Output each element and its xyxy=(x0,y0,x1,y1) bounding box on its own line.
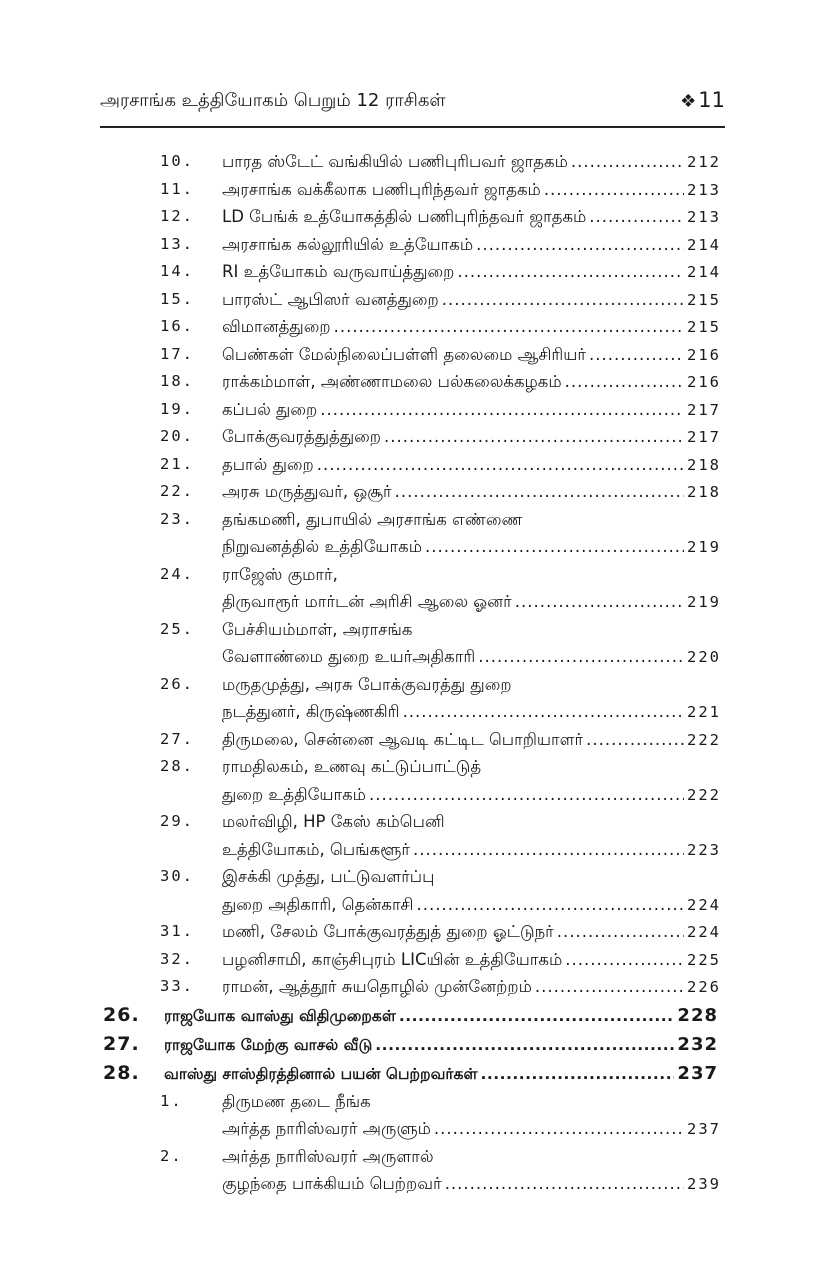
entry-page-number: 222 xyxy=(687,785,721,804)
toc-entry-row xyxy=(0,423,825,451)
entry-page-number: 218 xyxy=(687,455,721,474)
entry-page-number: 221 xyxy=(687,703,721,721)
entry-number: 15. xyxy=(160,289,194,308)
entry-title: பெண்கள் மேல்நிலைப்பள்ளி தலைமை ஆசிரியர் xyxy=(222,344,587,364)
toc-entry-row xyxy=(0,781,825,809)
page-header xyxy=(100,88,725,118)
toc-chapter-row xyxy=(0,1001,825,1030)
dot-leader xyxy=(476,231,684,259)
toc-entry-row xyxy=(0,836,825,864)
entry-number: 13. xyxy=(160,234,194,253)
toc-entry-row xyxy=(0,588,825,616)
page-number: 11 xyxy=(698,88,725,112)
toc-line xyxy=(222,203,721,232)
entry-title: கப்பல் துறை xyxy=(222,399,318,419)
entry-page-number: 216 xyxy=(687,373,721,391)
toc-entry-row xyxy=(0,616,825,644)
entry-number: 12. xyxy=(160,207,194,225)
entry-title: பழனிசாமி, காஞ்சிபுரம் LICயின் உத்தியோகம் xyxy=(222,949,563,969)
toc-line xyxy=(222,561,721,589)
ornament-icon: ❖ xyxy=(680,91,697,112)
toc-entry-row xyxy=(0,671,825,699)
entry-number: 21. xyxy=(160,454,194,473)
entry-page-number: 213 xyxy=(687,180,721,199)
toc-entry-row xyxy=(0,1115,825,1143)
toc-line xyxy=(222,533,721,562)
dot-leader xyxy=(557,918,684,946)
toc-entry-row xyxy=(0,231,825,259)
dot-leader xyxy=(384,423,684,451)
entry-number: 33. xyxy=(160,977,194,995)
entry-page-number: 214 xyxy=(687,235,721,254)
toc-entry-row xyxy=(0,946,825,974)
dot-leader xyxy=(589,203,684,231)
toc-line xyxy=(222,753,721,781)
running-title: அரசாங்க உத்தியோகம் பெறும் 12 ராசிகள் xyxy=(100,90,446,111)
entry-page-number: 226 xyxy=(687,978,721,996)
entry-title: மணி, சேலம் போக்குவரத்துத் துறை ஓட்டுநர் xyxy=(222,922,554,941)
entry-page-number: 223 xyxy=(687,840,721,859)
entry-number: 18. xyxy=(160,372,194,390)
toc-entry-row xyxy=(0,451,825,479)
dot-leader xyxy=(445,1170,684,1198)
entry-title: அர்த்த நாரிஸ்வரர் அருளால் xyxy=(222,1146,434,1166)
entry-number: 29. xyxy=(160,812,194,830)
entry-number: 24. xyxy=(160,564,194,583)
toc-entry-row xyxy=(0,753,825,781)
toc-line xyxy=(222,341,721,370)
entry-page-number: 217 xyxy=(687,400,721,419)
dot-leader xyxy=(369,781,684,809)
toc-line xyxy=(222,368,721,397)
entry-page-number: 219 xyxy=(687,538,721,556)
entry-number: 2. xyxy=(160,1146,183,1165)
entry-number: 22. xyxy=(160,482,194,500)
toc-line xyxy=(222,176,721,205)
entry-page-number: 212 xyxy=(687,153,721,171)
toc-entry-row xyxy=(0,726,825,754)
toc-line xyxy=(222,313,721,342)
toc-chapter-row xyxy=(0,1059,825,1088)
entry-title: தபால் துறை xyxy=(222,454,314,474)
entry-title: LD பேங்க் உத்யோகத்தில் பணிபுரிந்தவர் ஜாதகம் xyxy=(222,207,587,226)
toc-line xyxy=(222,863,721,891)
entry-title: திருமண தடை நீங்க xyxy=(222,1091,371,1111)
entry-title: பாரஸ்ட் ஆபிஸர் வனத்துறை xyxy=(222,289,439,309)
entry-title: ராமன், ஆத்தூர் சுயதொழில் முன்னேற்றம் xyxy=(222,977,532,996)
entry-page-number: 237 xyxy=(687,1120,721,1138)
toc-line xyxy=(222,506,721,534)
dot-leader xyxy=(399,1002,675,1031)
entry-title: அரசாங்க வக்கீலாக பணிபுரிந்தவர் ஜாதகம் xyxy=(222,179,541,199)
entry-page-number: 216 xyxy=(687,345,721,364)
toc-line xyxy=(222,1143,721,1171)
entry-page-number: 239 xyxy=(687,1175,721,1193)
dot-leader xyxy=(403,698,684,726)
toc-entry-row xyxy=(0,1170,825,1198)
entry-title: ராஜேஸ் குமார், xyxy=(222,564,338,584)
entry-page-number: 218 xyxy=(687,483,721,501)
toc-line xyxy=(222,726,721,755)
toc-line xyxy=(222,396,721,425)
dot-leader xyxy=(480,1060,674,1089)
toc-line xyxy=(164,1001,718,1031)
dot-leader xyxy=(413,836,684,864)
toc-entry-row xyxy=(0,368,825,396)
toc-entry-row xyxy=(0,973,825,1001)
entry-page-number: 224 xyxy=(687,895,721,914)
toc-entry-row xyxy=(0,698,825,726)
toc-line xyxy=(222,781,721,810)
dot-leader xyxy=(434,1115,684,1143)
page-number-block xyxy=(680,88,725,112)
toc-line xyxy=(222,588,721,617)
dot-leader xyxy=(478,643,684,671)
dot-leader xyxy=(425,533,684,561)
entry-title: RI உத்யோகம் வருவாய்த்துறை xyxy=(222,262,455,281)
entry-title: மருதமுத்து, அரசு போக்குவரத்து துறை xyxy=(222,674,512,694)
toc-line xyxy=(222,258,721,287)
toc-entry-row xyxy=(0,286,825,314)
toc-line xyxy=(164,1030,718,1060)
chapter-title: ராஜயோக வாஸ்து விதிமுறைகள் xyxy=(164,1006,396,1025)
entry-title: திருவாரூர் மார்டன் அரிசி ஆலை ஓனர் xyxy=(222,592,512,611)
toc-entry-row xyxy=(0,1088,825,1116)
entry-page-number: 237 xyxy=(677,1062,718,1084)
entry-title: தங்கமணி, துபாயில் அரசாங்க எண்ணை xyxy=(222,509,523,529)
toc-line xyxy=(222,643,721,672)
toc-entry-row xyxy=(0,863,825,891)
entry-number: 14. xyxy=(160,262,194,280)
toc-line xyxy=(222,918,721,947)
entry-title: அரசாங்க கல்லூரியில் உத்யோகம் xyxy=(222,234,474,254)
entry-title: உத்தியோகம், பெங்களூர் xyxy=(222,839,411,859)
entry-number: 23. xyxy=(160,509,194,528)
dot-leader xyxy=(442,286,684,314)
entry-page-number: 219 xyxy=(687,593,721,611)
toc-entry-row xyxy=(0,396,825,424)
toc-line xyxy=(222,671,721,699)
entry-number: 11. xyxy=(160,179,194,198)
entry-title: நடத்துனர், கிருஷ்ணகிரி xyxy=(222,702,400,721)
toc-line xyxy=(222,286,721,315)
entry-number: 30. xyxy=(160,867,194,885)
entry-number: 20. xyxy=(160,427,194,445)
entry-title: பேச்சியம்மாள், அராசங்க xyxy=(222,619,413,639)
entry-number: 27. xyxy=(160,729,194,748)
dot-leader xyxy=(565,946,684,974)
toc-line xyxy=(222,616,721,644)
toc-entry-row xyxy=(0,148,825,176)
entry-page-number: 215 xyxy=(687,290,721,309)
entry-title: அர்த்த நாரிஸ்வரர் அருளும் xyxy=(222,1119,431,1138)
chapter-number: 28. xyxy=(103,1061,140,1084)
entry-title: ராமதிலகம், உணவு கட்டுப்பாட்டுத் xyxy=(222,757,482,776)
entry-title: இசக்கி முத்து, பட்டுவளர்ப்பு xyxy=(222,867,435,886)
toc-line xyxy=(222,1170,721,1199)
entry-page-number: 214 xyxy=(687,263,721,281)
entry-page-number: 225 xyxy=(687,950,721,969)
entry-title: போக்குவரத்துத்துறை xyxy=(222,427,382,446)
toc-entry-row xyxy=(0,203,825,231)
dot-leader xyxy=(457,258,684,286)
table-of-contents xyxy=(0,148,825,1198)
dot-leader xyxy=(544,176,684,204)
entry-number: 19. xyxy=(160,399,194,418)
dot-leader xyxy=(416,891,684,919)
toc-line xyxy=(222,891,721,920)
toc-entry-row xyxy=(0,1143,825,1171)
entry-number: 25. xyxy=(160,619,194,638)
header-rule xyxy=(100,126,725,128)
toc-entry-row xyxy=(0,561,825,589)
entry-number: 1. xyxy=(160,1091,183,1110)
toc-entry-row xyxy=(0,808,825,836)
toc-entry-row xyxy=(0,341,825,369)
entry-number: 26. xyxy=(160,674,194,693)
entry-title: நிறுவனத்தில் உத்தியோகம் xyxy=(222,537,423,556)
toc-line xyxy=(222,1115,721,1144)
entry-number: 16. xyxy=(160,317,194,335)
entry-title: பாரத ஸ்டேட் வங்கியில் பணிபுரிபவர் ஜாதகம் xyxy=(222,152,568,171)
toc-line xyxy=(164,1059,718,1089)
entry-title: வேளாண்மை துறை உயர்அதிகாரி xyxy=(222,647,476,666)
entry-page-number: 222 xyxy=(687,730,721,749)
toc-entry-row xyxy=(0,258,825,286)
toc-entry-row xyxy=(0,506,825,534)
entry-number: 31. xyxy=(160,922,194,940)
toc-entry-row xyxy=(0,643,825,671)
toc-line xyxy=(222,1088,721,1116)
entry-number: 10. xyxy=(160,152,194,170)
chapter-title: ராஜயோக மேற்கு வாசல் வீடு xyxy=(164,1035,373,1054)
entry-title: துறை அதிகாரி, தென்காசி xyxy=(222,894,414,914)
toc-entry-row xyxy=(0,313,825,341)
dot-leader xyxy=(571,148,684,176)
dot-leader xyxy=(565,368,684,396)
toc-entry-row xyxy=(0,176,825,204)
entry-page-number: 224 xyxy=(687,923,721,941)
chapter-number: 27. xyxy=(103,1032,140,1055)
chapter-title: வாஸ்து சாஸ்திரத்தினால் பயன் பெற்றவர்கள் xyxy=(164,1064,478,1083)
dot-leader xyxy=(334,313,684,341)
entry-title: அரசு மருத்துவர், ஒசூர் xyxy=(222,482,392,501)
toc-line xyxy=(222,148,721,177)
entry-page-number: 232 xyxy=(677,1033,718,1055)
entry-title: குழந்தை பாக்கியம் பெற்றவர் xyxy=(222,1174,442,1193)
toc-entry-row xyxy=(0,918,825,946)
entry-page-number: 217 xyxy=(687,428,721,446)
dot-leader xyxy=(375,1031,674,1060)
toc-line xyxy=(222,698,721,727)
entry-number: 17. xyxy=(160,344,194,363)
entry-page-number: 213 xyxy=(687,208,721,226)
chapter-number: 26. xyxy=(103,1003,140,1026)
toc-entry-row xyxy=(0,533,825,561)
toc-line xyxy=(222,973,721,1002)
entry-title: ராக்கம்மாள், அண்ணாமலை பல்கலைக்கழகம் xyxy=(222,372,562,391)
toc-line xyxy=(222,451,721,480)
entry-title: விமானத்துறை xyxy=(222,317,331,336)
toc-line xyxy=(222,478,721,507)
toc-line xyxy=(222,423,721,452)
dot-leader xyxy=(589,341,684,369)
dot-leader xyxy=(515,588,684,616)
dot-leader xyxy=(535,973,684,1001)
dot-leader xyxy=(395,478,684,506)
toc-chapter-row xyxy=(0,1030,825,1059)
entry-page-number: 215 xyxy=(687,318,721,336)
entry-page-number: 220 xyxy=(687,648,721,666)
entry-title: திருமலை, சென்னை ஆவடி கட்டிட பொறியாளர் xyxy=(222,729,584,749)
entry-title: மலர்விழி, HP கேஸ் கம்பெனி xyxy=(222,812,445,831)
toc-entry-row xyxy=(0,891,825,919)
entry-page-number: 228 xyxy=(677,1004,718,1026)
dot-leader xyxy=(317,451,684,479)
toc-line xyxy=(222,231,721,260)
toc-line xyxy=(222,808,721,836)
dot-leader xyxy=(320,396,684,424)
entry-number: 32. xyxy=(160,949,194,968)
toc-line xyxy=(222,946,721,975)
entry-title: துறை உத்தியோகம் xyxy=(222,784,366,804)
toc-entry-row xyxy=(0,478,825,506)
entry-number: 28. xyxy=(160,757,194,775)
toc-line xyxy=(222,836,721,865)
dot-leader xyxy=(586,726,684,754)
